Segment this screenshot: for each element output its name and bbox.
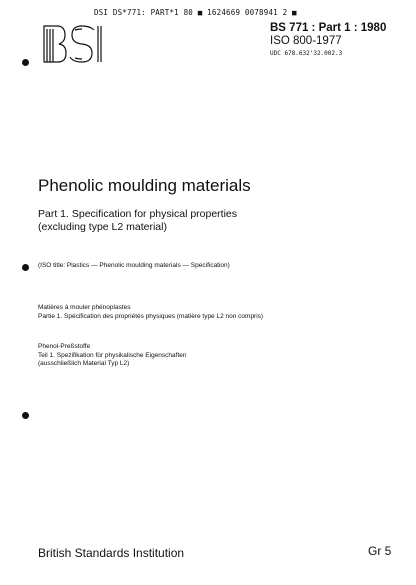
punch-hole-1 <box>22 59 29 66</box>
german-title-line: Teil 1. Spezifikation für physikalische Eigenschaften <box>38 351 187 359</box>
french-title-line: Matières à mouler phénoplastes <box>38 304 131 311</box>
iso-title: (ISO title: Plastics — Phenolic moulding materials — Specification) <box>38 262 230 269</box>
part-title <box>38 208 378 234</box>
french-title <box>38 304 398 321</box>
punch-hole-2 <box>22 264 29 271</box>
bsi-logo <box>40 20 104 68</box>
publisher-name: British Standards Institution <box>38 546 185 560</box>
price-group: Gr 5 <box>368 544 392 558</box>
part-title-line: (excluding type L2 material) <box>38 221 167 233</box>
german-title-line: (ausschließlich Material Typ L2) <box>38 360 130 367</box>
standard-block <box>270 22 410 57</box>
header-code: DSI DS*771: PART*1 80 ■ 1624669 0078941 2 ■ <box>94 8 297 17</box>
part-title-line: Part 1. Specification for physical properties <box>38 208 238 220</box>
udc-number: UDC 678.632'32.002.3 <box>270 50 343 57</box>
french-title-line: Partie 1. Spécification des propriétés physiques (matière type L2 non compris) <box>38 312 264 320</box>
german-title <box>38 343 398 369</box>
german-title-line: Phenol-Preßstoffe <box>38 343 91 350</box>
iso-number: ISO 800-1977 <box>270 35 342 47</box>
standard-number: BS 771 : Part 1 : 1980 <box>270 22 387 34</box>
document-title: Phenolic moulding materials <box>38 176 251 195</box>
punch-hole-3 <box>22 412 29 419</box>
